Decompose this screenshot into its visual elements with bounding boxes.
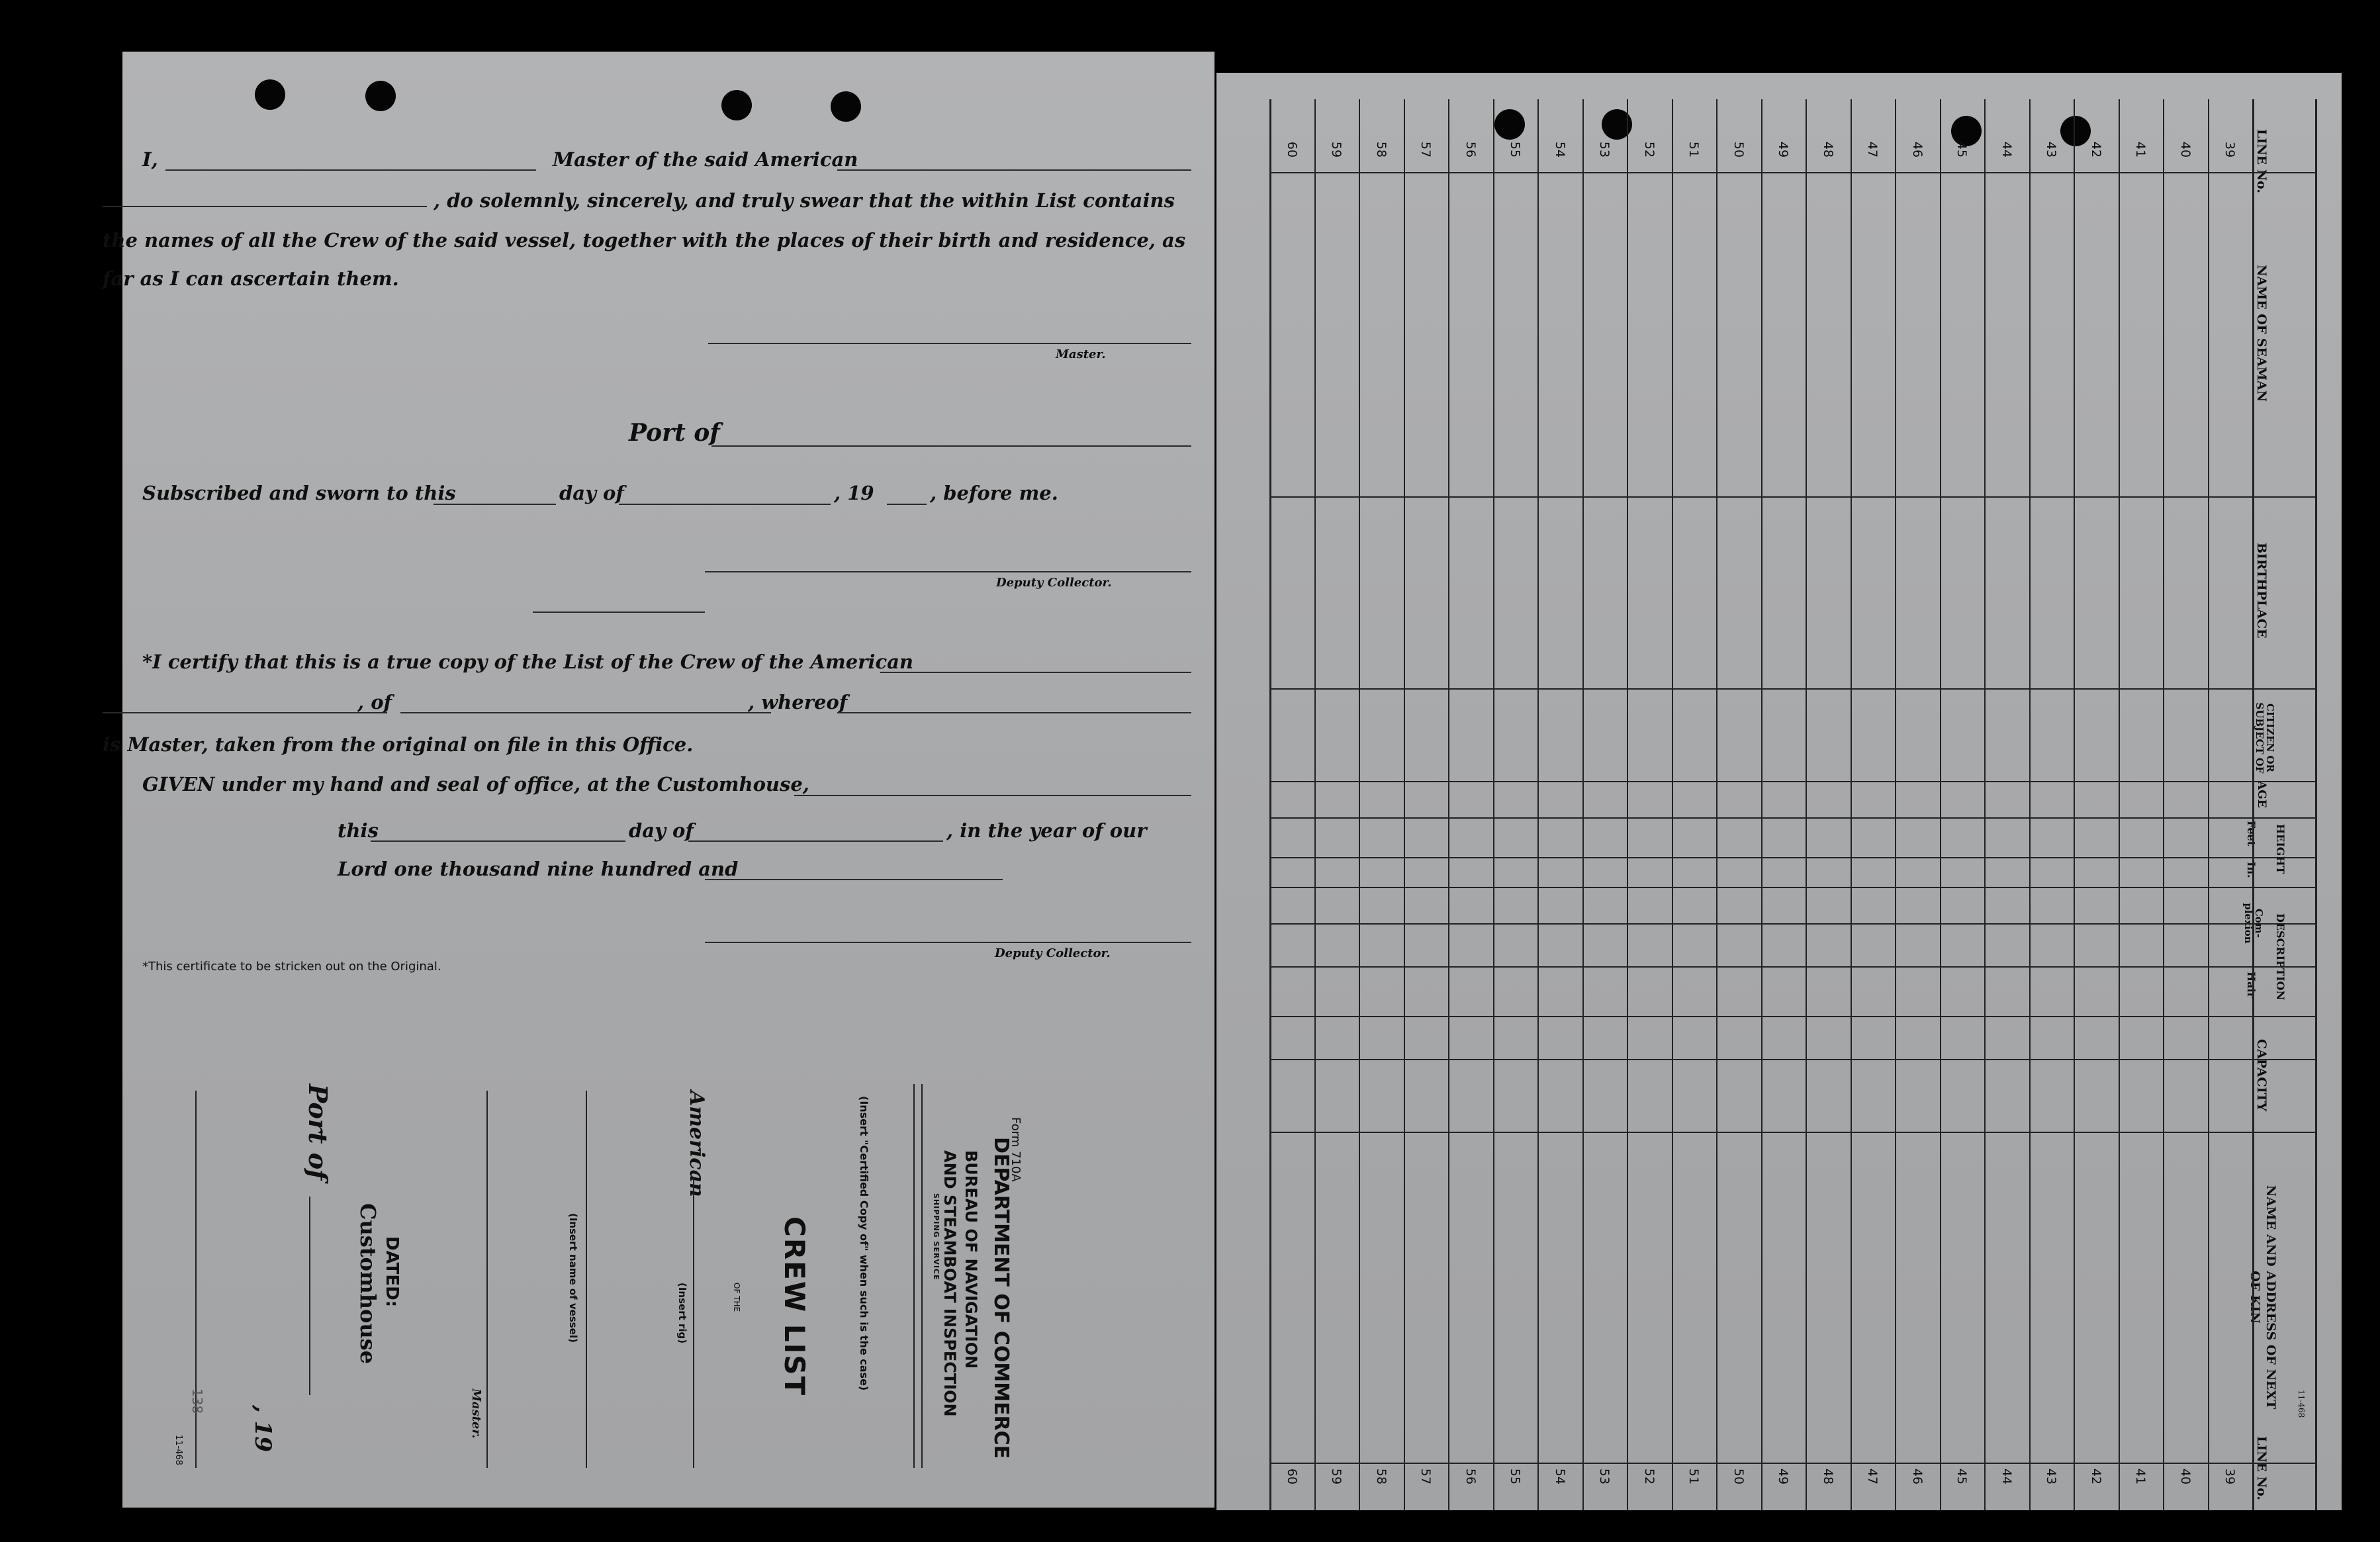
row-number-bottom: 48 [1820,1468,1835,1485]
table-row-rule [1359,99,1360,1510]
row-number-bottom: 52 [1641,1468,1657,1485]
row-number-top: 48 [1820,141,1835,158]
row-number-bottom: 59 [1329,1468,1344,1485]
cover-department: DEPARTMENT OF COMMERCE [989,1137,1013,1459]
blank-cert-month [688,840,943,842]
table-column-rule [1269,172,2315,173]
row-number-bottom: 58 [1373,1468,1389,1485]
table-row-rule [1537,99,1539,1510]
oath-line1-b: Master of the said American [553,148,858,171]
header-description: DESCRIPTION [2274,913,2287,1001]
header-complexion: Com- plexion [2242,903,2265,944]
row-number-bottom: 53 [1597,1468,1612,1485]
blank-master-name [165,169,536,171]
certificate-line5-c: , in the year of our [946,819,1147,842]
table-row-rule [2252,99,2254,1510]
cover-rule [921,1084,923,1468]
cover-port-of: Port of [303,1084,333,1181]
table-column-rule [1269,923,2315,925]
table-column-rule [1269,1059,2315,1060]
row-number-bottom: 55 [1508,1468,1523,1485]
row-number-top: 57 [1418,141,1434,158]
row-number-top: 41 [2133,141,2148,158]
row-number-bottom: 43 [2044,1468,2059,1485]
table-row-rule [1761,99,1762,1510]
table-row-rule [2029,99,2031,1510]
certificate-line6: Lord one thousand nine hundred and [338,858,739,880]
table-column-rule [1269,966,2315,968]
table-column-rule [1269,1016,2315,1017]
cover-insert-vessel: (Insert name of vessel) [567,1213,579,1343]
row-number-bottom: 46 [1909,1468,1925,1485]
cover-blank-master [486,1091,488,1468]
right-page [1216,73,2342,1510]
blank-day [434,504,556,505]
cover-bureau-2: AND STEAMBOAT INSPECTION [940,1150,959,1417]
subscribed-c: , 19 [834,482,874,504]
table-row-rule [2315,99,2317,1510]
row-number-top: 47 [1865,141,1880,158]
blank-seal [533,612,705,613]
row-number-top: 60 [1284,141,1299,158]
cover-customhouse: Customhouse [355,1203,381,1364]
deputy-label-1: Deputy Collector. [996,576,1112,590]
certificate-line5-a: this [338,819,379,842]
blank-cert-year [705,879,1003,880]
row-number-bottom: 39 [2222,1468,2238,1485]
table-row-rule [2208,99,2209,1510]
cover-form-no: Form 710A [1009,1117,1023,1182]
cover-blank-port [309,1197,310,1395]
table-row-rule [1851,99,1852,1510]
cover-american: American [685,1091,708,1197]
blank-port [711,445,1191,447]
row-number-top: 59 [1329,141,1344,158]
cover-bureau-1: BUREAU OF NAVIGATION [962,1150,980,1369]
blank-customhouse [794,795,1191,796]
blank-whereof [837,712,1191,713]
row-number-top: 52 [1641,141,1657,158]
row-number-bottom: 57 [1418,1468,1434,1485]
oath-line1-a: I, [142,148,158,171]
row-number-bottom: 56 [1463,1468,1478,1485]
table-column-rule [1269,781,2315,782]
cover-year: , 19 [250,1405,276,1452]
table-row-rule [1404,99,1405,1510]
row-number-top: 40 [2177,141,2193,158]
table-row-rule [1940,99,1941,1510]
table-row-rule [1895,99,1896,1510]
row-number-top: 53 [1597,141,1612,158]
cover-blank-vessel [586,1091,587,1468]
subscribed-b: day of [559,482,624,504]
cover-title: CREW LIST [778,1216,811,1397]
table-code: 11-468 [2297,1390,2306,1418]
port-of-label: Port of [629,419,720,447]
cover-stamp: 138 [189,1388,205,1414]
header-name-of-seaman: NAME OF SEAMAN [2254,265,2269,402]
table-column-rule [1269,817,2315,819]
oath-line3: the names of all the Crew of the said vessel, together with the places of their birth and residence, as [103,229,1186,251]
row-number-top: 46 [1909,141,1925,158]
blank-vessel-cont [103,206,427,207]
cover-dated: DATED: [382,1236,402,1308]
header-age: AGE [2255,781,2268,808]
table-column-rule [1269,1132,2315,1133]
header-inches: In. [2245,862,2258,878]
row-number-bottom: 44 [1999,1468,2014,1485]
cover-master: Master. [469,1388,483,1439]
table-row-rule [2119,99,2120,1510]
blank-cert-day [371,840,625,842]
table-row-rule [1269,99,1271,1510]
row-number-bottom: 49 [1776,1468,1791,1485]
certificate-line1: *I certify that this is a true copy of the List of the Crew of the American [142,651,913,673]
table-row-rule [1672,99,1673,1510]
table-row-rule [1627,99,1628,1510]
master-label: Master. [1056,347,1106,361]
punch-hole [2060,116,2091,146]
cover-rule [913,1084,915,1468]
row-number-top: 45 [1954,141,1970,158]
header-capacity: CAPACITY [2254,1039,2269,1112]
table-row-rule [2074,99,2075,1510]
table-row-rule [1448,99,1449,1510]
cover-of-the: OF THE [732,1283,741,1312]
punch-hole [365,81,396,111]
row-number-top: 58 [1373,141,1389,158]
header-hair: Hair [2245,972,2258,998]
header-line-no: LINE No. [2254,129,2269,194]
header-birthplace: BIRTHPLACE [2254,543,2269,639]
blank-port-of [400,712,771,713]
table-row-rule [2163,99,2164,1510]
blank-vessel-copy [880,672,1191,673]
table-row-rule [1582,99,1584,1510]
row-number-top: 51 [1686,141,1702,158]
row-number-bottom: 42 [2088,1468,2103,1485]
row-number-top: 39 [2222,141,2238,158]
subscribed-d: , before me. [930,482,1058,504]
left-page [103,52,1214,1508]
table-column-rule [1269,887,2315,888]
deputy-label-2: Deputy Collector. [995,946,1111,960]
row-number-top: 44 [1999,141,2014,158]
cover-insert-certified: (Insert "Certified Copy of" when such is the case) [858,1096,870,1391]
blank-deputy-signature [705,571,1191,572]
certificate-line5-b: day of [629,819,694,842]
row-number-bottom: 60 [1284,1468,1299,1485]
table-column-rule [1269,496,2315,498]
row-number-top: 43 [2044,141,2059,158]
blank-month [619,504,831,505]
certificate-line3: is Master, taken from the original on file in this Office. [103,733,694,756]
row-number-top: 55 [1508,141,1523,158]
oath-line2: , do solemnly, sincerely, and truly swear that the within List contains [434,189,1175,212]
subscribed-a: Subscribed and sworn to this [142,482,456,504]
row-number-top: 42 [2088,141,2103,158]
punch-hole [1494,109,1525,140]
punch-hole [721,90,752,120]
cover-insert-rig: (Insert rig) [676,1283,688,1344]
row-number-top: 49 [1776,141,1791,158]
header-citizen: CITIZEN OR SUBJECT OF [2254,702,2276,774]
blank-vessel [837,169,1191,171]
cover-service: SHIPPING SERVICE [932,1193,940,1281]
table-row-rule [1984,99,1986,1510]
oath-line4: far as I can ascertain them. [103,267,399,290]
certificate-line2-b: , whereof [748,691,848,713]
row-number-top: 50 [1731,141,1746,158]
punch-hole [255,79,285,110]
blank-deputy-signature-2 [705,942,1191,943]
table-column-rule [1269,1463,2315,1464]
table-column-rule [1269,688,2315,690]
row-number-bottom: 41 [2133,1468,2148,1485]
certificate-line2-a: , of [357,691,392,713]
row-number-top: 54 [1552,141,1567,158]
header-feet: Feet [2245,821,2258,846]
row-number-top: 56 [1463,141,1478,158]
header-line-no-bottom: LINE No. [2254,1436,2269,1501]
table-row-rule [1716,99,1717,1510]
table-row-rule [1806,99,1807,1510]
row-number-bottom: 45 [1954,1468,1970,1485]
certificate-footnote: *This certificate to be stricken out on the Original. [142,960,441,974]
row-number-bottom: 47 [1865,1468,1880,1485]
row-number-bottom: 50 [1731,1468,1746,1485]
cover-code: 11-468 [173,1435,183,1466]
punch-hole [831,91,861,122]
cover-blank-rig [693,1177,694,1468]
table-row-rule [1493,99,1494,1510]
blank-vessel-name [103,712,387,713]
row-number-bottom: 51 [1686,1468,1702,1485]
header-next-of-kin: NAME AND ADDRESS OF NEXT OF KIN [2248,1185,2278,1410]
header-height: HEIGHT [2274,824,2287,874]
blank-year [887,504,927,505]
certificate-line4: GIVEN under my hand and seal of office, at the Customhouse, [142,773,809,795]
table-column-rule [1269,857,2315,858]
row-number-bottom: 54 [1552,1468,1567,1485]
blank-master-signature [708,343,1191,344]
row-number-bottom: 40 [2177,1468,2193,1485]
table-row-rule [1314,99,1316,1510]
